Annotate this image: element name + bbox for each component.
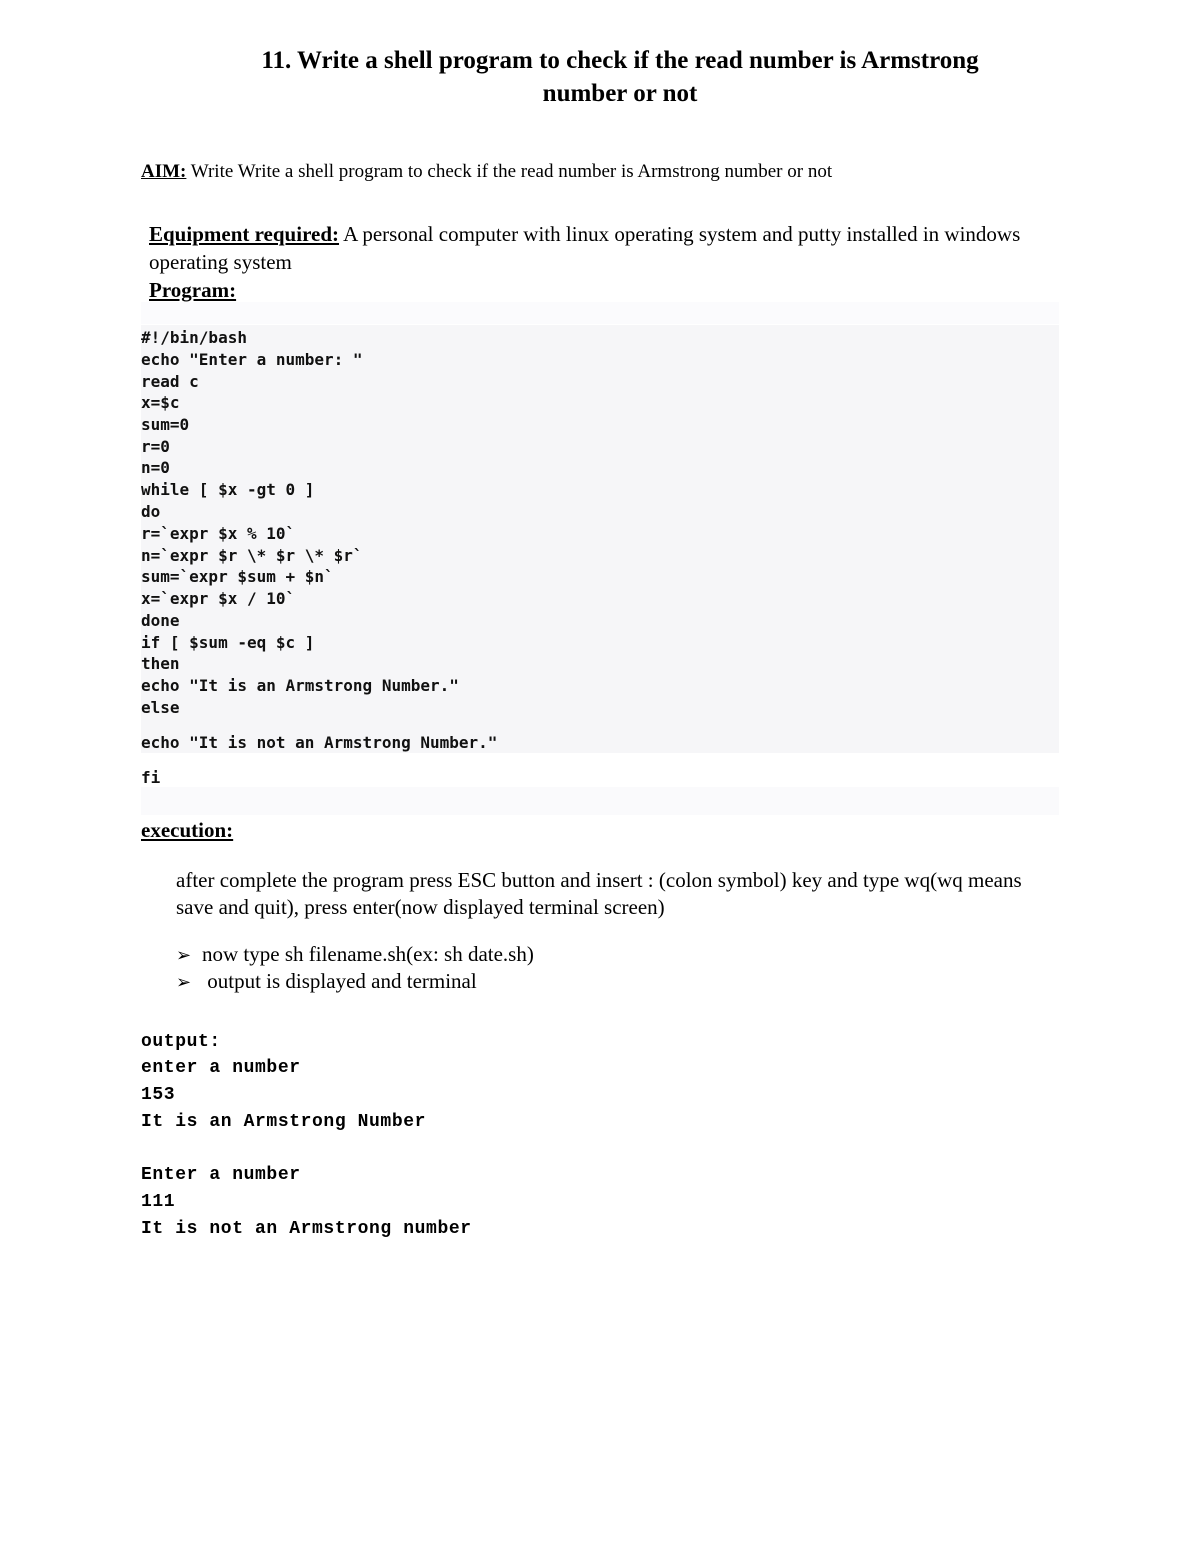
code-line: if [ $sum -eq $c ]	[141, 633, 315, 652]
code-line: read c	[141, 372, 199, 391]
execution-bullet-1	[176, 941, 534, 969]
code-line: echo "It is not an Armstrong Number."	[141, 733, 498, 752]
code-line: echo "It is an Armstrong Number."	[141, 676, 459, 695]
code-block-bottom-band	[141, 787, 1059, 815]
output-line: Enter a number	[141, 1165, 301, 1185]
output-label: output:	[141, 1032, 221, 1052]
execution-label: execution:	[141, 818, 234, 842]
code-block-top-band	[141, 302, 1059, 324]
code-line: echo "Enter a number: "	[141, 350, 363, 369]
code-line: else	[141, 698, 180, 717]
title-line-2: number or not	[542, 80, 698, 107]
equipment-text: A personal computer with linux operating system and putty installed in windows operating system	[149, 222, 1021, 274]
code-line: #!/bin/bash	[141, 328, 247, 347]
bullet-text: output is displayed and terminal	[202, 969, 477, 993]
aim-section	[141, 158, 832, 186]
code-line: n=`expr $r \* $r \* $r`	[141, 546, 363, 565]
code-line: do	[141, 502, 161, 521]
equipment-section	[149, 220, 1049, 276]
output-line: enter a number	[141, 1058, 301, 1078]
code-line: r=0	[141, 437, 170, 456]
aim-text: Write Write a shell program to check if the read number is Armstrong number or not	[186, 161, 833, 182]
output-line: It is an Armstrong Number	[141, 1112, 427, 1132]
execution-paragraph: after complete the program press ESC button and insert : (colon symbol) key and type wq(wq means save and quit), press enter(now displayed terminal screen)	[176, 868, 1022, 919]
code-line: sum=0	[141, 415, 190, 434]
equipment-label: Equipment required:	[149, 222, 340, 246]
code-line: sum=`expr $sum + $n`	[141, 567, 334, 586]
output-line: 111	[141, 1192, 176, 1212]
code-line: then	[141, 654, 180, 673]
output-line: It is not an Armstrong number	[141, 1219, 472, 1239]
code-line: done	[141, 611, 180, 630]
code-line: r=`expr $x % 10`	[141, 524, 296, 543]
aim-label: AIM:	[141, 161, 187, 182]
output-line: 153	[141, 1085, 176, 1105]
title-line-1: 11. Write a shell program to check if the read number is Armstrong	[261, 47, 979, 74]
code-line: x=$c	[141, 393, 180, 412]
code-line: x=`expr $x / 10`	[141, 589, 296, 608]
arrow-bullet-icon: ➢	[176, 945, 192, 966]
page-title	[160, 44, 1080, 110]
code-line: while [ $x -gt 0 ]	[141, 480, 315, 499]
code-line: n=0	[141, 458, 170, 477]
bullet-text: now type sh filename.sh(ex: sh date.sh)	[202, 942, 534, 966]
program-label: Program:	[149, 278, 237, 302]
arrow-bullet-icon: ➢	[176, 972, 192, 993]
code-line: fi	[141, 768, 161, 787]
execution-bullet-2	[176, 968, 477, 996]
